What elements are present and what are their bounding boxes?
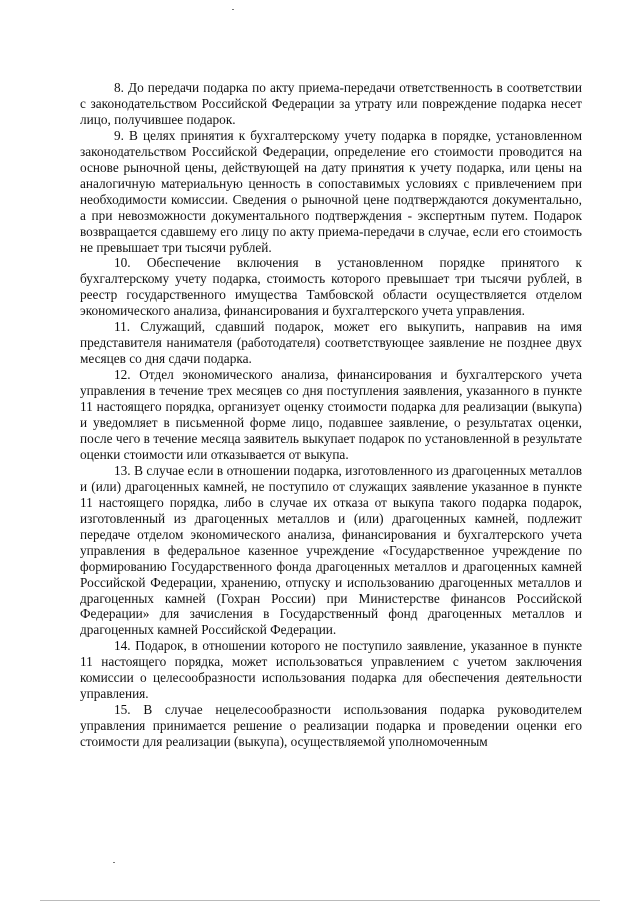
scan-speck [232,9,234,10]
paragraph-8: 8. До передачи подарка по акту приема-передачи ответственность в соответствии с законодательством Российской Федерации за утрату или повреждение подарка несет лицо, получившее подарок. [80,80,582,127]
paragraph-15: 15. В случае нецелесообразности использования подарка руководителем управления принимается решение о реализации подарка и проведении оценки его стоимости для реализации (выкупа), осуществляемой уполномоченным [80,702,582,750]
paragraph-14: 14. Подарок, в отношении которого не поступило заявление, указанное в пункте 11 настоящего порядка, может использоваться управлением с учетом заключения комиссии о целесообразности использования подарка для обеспечения деятельности управления. [80,638,582,702]
paragraph-12: 12. Отдел экономического анализа, финансирования и бухгалтерского учета управления в течение трех месяцев со дня поступления заявления, указанного в пункте 11 настоящего порядка, организует оценку стоимости подарка для реализации (выкупа) и уведомляет в письменной форме лицо, подавшее заявление, о результатах оценки, после чего в течение месяца заявитель выкупает подарок по установленной в результате оценки стоимости или отказывается от выкупа. [80,367,582,462]
document-body [80,80,582,750]
scan-bottom-edge [40,900,600,901]
paragraph-13: 13. В случае если в отношении подарка, изготовленного из драгоценных металлов и (или) драгоценных камней, не поступило от служащих заявление указанное в пункте 11 настоящего порядка, либо в случае их отказа от выкупа такого подарка подарок, изготовленный из драгоценных металлов и (или) драгоценных камней, подлежит передаче отделом экономического анализа, финансирования и бухгалтерского учета управления в федеральное казенное учреждение «Государственное учреждение по формированию Государственного фонда драгоценных металлов и драгоценных камней Российской Федерации, хранению, отпуску и использованию драгоценных металлов и драгоценных камней (Гохран России) при Министерстве финансов Российской Федерации» для зачисления в Государственный фонд драгоценных металлов и драгоценных камней Российской Федерации. [80,462,582,638]
scan-speck [113,862,115,863]
paragraph-11: 11. Служащий, сдавший подарок, может его выкупить, направив на имя представителя нанимателя (работодателя) соответствующее заявление не позднее двух месяцев со дня сдачи подарка. [80,319,582,367]
paragraph-9: 9. В целях принятия к бухгалтерскому учету подарка в порядке, установленном законодательством Российской Федерации, определение его стоимости проводится на основе рыночной цены, действующей на дату принятия к учету подарка, или цены на аналогичную материальную ценность в сопоставимых условиях с привлечением при необходимости комиссии. Сведения о рыночной цене подтверждаются документально, а при невозможности документального подтверждения - экспертным путем. Подарок возвращается сдавшему его лицу по акту приема-передачи в случае, если его стоимость не превышает три тысячи рублей. [80,127,582,255]
paragraph-10: 10. Обеспечение включения в установленном порядке принятого к бухгалтерскому учету подарка, стоимость которого превышает три тысячи рублей, в реестр государственного имущества Тамбовской области осуществляется отделом экономического анализа, финансирования и бухгалтерского учета управления. [80,255,582,319]
